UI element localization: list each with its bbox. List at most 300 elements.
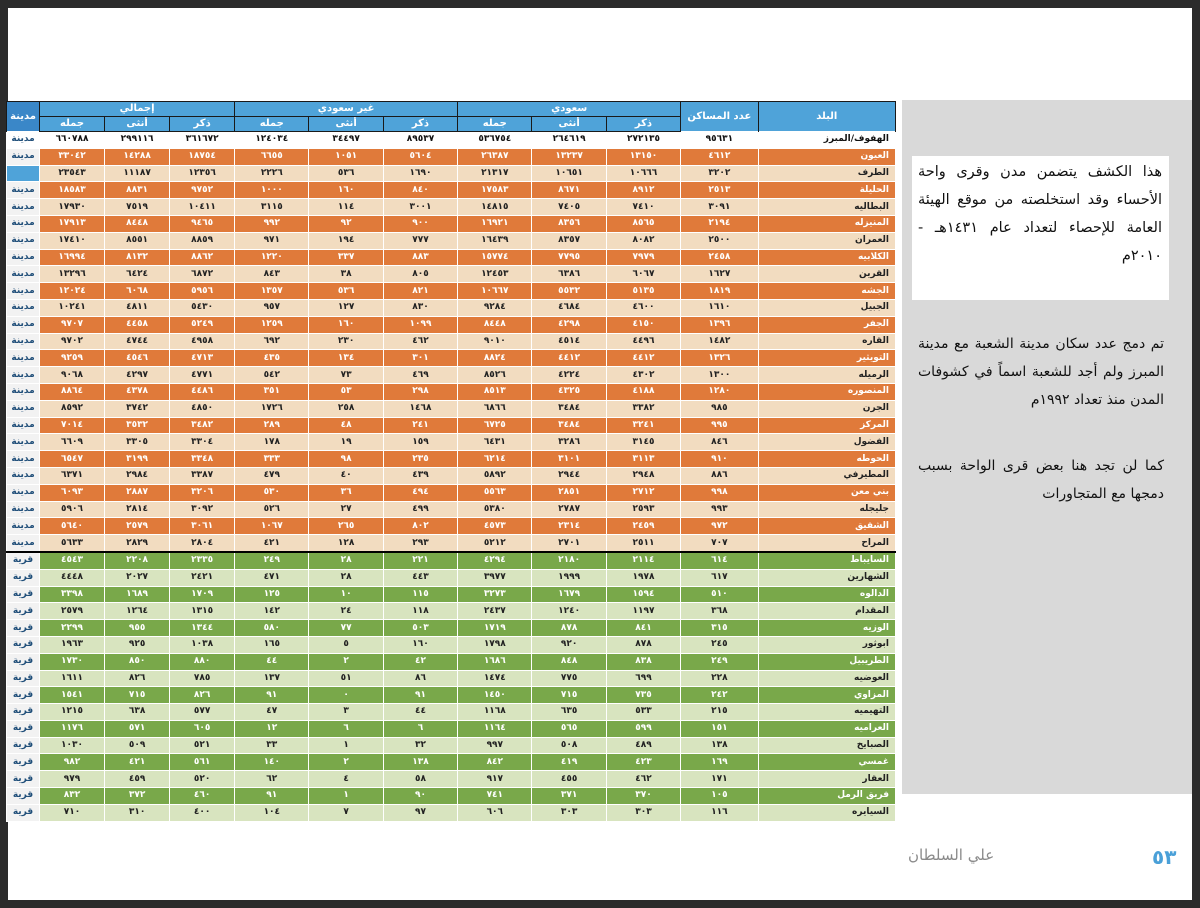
cell-nt: ٦٢ bbox=[235, 771, 309, 788]
cell-nt: ١٠٠٠ bbox=[235, 182, 309, 199]
cell-tt: ٧٠١٤ bbox=[40, 417, 105, 434]
cell-st: ٨٤٢ bbox=[458, 754, 532, 771]
cell-sf: ٣٧١ bbox=[532, 788, 606, 805]
cell-sf: ٨٣٥٦ bbox=[532, 215, 606, 232]
table-row bbox=[7, 720, 896, 737]
cell-nm: ٩٧ bbox=[383, 804, 457, 821]
cell-tf: ٨٥٥١ bbox=[105, 232, 170, 249]
table-row bbox=[7, 484, 896, 501]
cell-tm: ١٣٤٤ bbox=[170, 620, 235, 637]
cell-tf: ٢٢٠٨ bbox=[105, 552, 170, 569]
cell-sm: ٨٥٦٥ bbox=[606, 215, 680, 232]
cell-nm: ٤٦٩ bbox=[383, 367, 457, 384]
cell-tf: ٤٢٩٧ bbox=[105, 367, 170, 384]
cell-sm: ٤٦٢ bbox=[606, 771, 680, 788]
cell-nm: ١٣٨ bbox=[383, 754, 457, 771]
cell-nt: ١٢٤٠٣٤ bbox=[235, 132, 309, 149]
cell-st: ٤٥٧٣ bbox=[458, 518, 532, 535]
cell-tm: ٥٧٧ bbox=[170, 704, 235, 721]
cell-type: مدينة bbox=[7, 249, 40, 266]
cell-tt: ٥٩٠٦ bbox=[40, 501, 105, 518]
cell-sf: ٨٣٥٧ bbox=[532, 232, 606, 249]
cell-sf: ٤٢٩٨ bbox=[532, 316, 606, 333]
cell-sm: ٥١٣٥ bbox=[606, 283, 680, 300]
table-row bbox=[7, 704, 896, 721]
cell-tf: ٨٨٣١ bbox=[105, 182, 170, 199]
cell-tf: ٢٨١٤ bbox=[105, 501, 170, 518]
cell-tt: ١٧٩٣٠ bbox=[40, 199, 105, 216]
header-place: البلد bbox=[758, 102, 895, 132]
cell-type: مدينة bbox=[7, 232, 40, 249]
cell-dw: ١٧١ bbox=[681, 771, 758, 788]
cell-type: قرية bbox=[7, 754, 40, 771]
cell-nm: ٣٠٠١ bbox=[383, 199, 457, 216]
table-row bbox=[7, 417, 896, 434]
cell-type: مدينة bbox=[7, 383, 40, 400]
cell-dw: ١٣٠٠ bbox=[681, 367, 758, 384]
cell-nt: ٩٥٧ bbox=[235, 299, 309, 316]
cell-nt: ٤٢١ bbox=[235, 535, 309, 552]
cell-place-name: المقدام bbox=[758, 603, 895, 620]
cell-tf: ٣١٩٩ bbox=[105, 451, 170, 468]
cell-tf: ٨٢٦ bbox=[105, 670, 170, 687]
cell-type bbox=[7, 165, 40, 182]
cell-st: ٥٣٦٧٥٤ bbox=[458, 132, 532, 149]
cell-nt: ٤٣٥ bbox=[235, 350, 309, 367]
cell-nf: ٠ bbox=[309, 687, 383, 704]
cell-nm: ١١٥ bbox=[383, 586, 457, 603]
cell-sm: ٧٩٧٩ bbox=[606, 249, 680, 266]
cell-nf: ٢٦٥ bbox=[309, 518, 383, 535]
cell-place-name: القاره bbox=[758, 333, 895, 350]
cell-sf: ٥٥٣٢ bbox=[532, 283, 606, 300]
cell-type: مدينة bbox=[7, 518, 40, 535]
cell-nf: ٤ bbox=[309, 771, 383, 788]
cell-st: ١٤٨١٥ bbox=[458, 199, 532, 216]
table-body bbox=[7, 132, 896, 822]
table-row bbox=[7, 434, 896, 451]
note-missing: كما لن تجد هنا بعض قرى الواحة بسبب دمجها مع المتجاورات bbox=[918, 458, 1164, 502]
cell-tf: ٢٥٧٩ bbox=[105, 518, 170, 535]
cell-nm: ٣٠١ bbox=[383, 350, 457, 367]
cell-type: قرية bbox=[7, 636, 40, 653]
cell-sm: ٧٤١٠ bbox=[606, 199, 680, 216]
cell-tm: ٤٦٠ bbox=[170, 788, 235, 805]
cell-place-name: الوزيه bbox=[758, 620, 895, 637]
cell-nt: ٤٧ bbox=[235, 704, 309, 721]
cell-type: مدينة bbox=[7, 451, 40, 468]
cell-tm: ٣٦١٦٧٢ bbox=[170, 132, 235, 149]
cell-tt: ٨٥٩٢ bbox=[40, 400, 105, 417]
cell-sm: ١٥٩٤ bbox=[606, 586, 680, 603]
cell-type: قرية bbox=[7, 771, 40, 788]
cell-dw: ٦١٤ bbox=[681, 552, 758, 569]
header-total-male: ذكر bbox=[170, 117, 235, 132]
cell-sf: ٣٤٨٤ bbox=[532, 400, 606, 417]
cell-tf: ٤٢١ bbox=[105, 754, 170, 771]
cell-dw: ٢٤٩ bbox=[681, 653, 758, 670]
table-row bbox=[7, 771, 896, 788]
cell-tt: ١٠٣٠ bbox=[40, 737, 105, 754]
cell-dw: ١٦٢٧ bbox=[681, 266, 758, 283]
cell-place-name: التويثير bbox=[758, 350, 895, 367]
cell-dw: ١٠٥ bbox=[681, 788, 758, 805]
cell-tf: ٣٥٣٢ bbox=[105, 417, 170, 434]
cell-place-name: العيون bbox=[758, 148, 895, 165]
cell-nm: ٩٠ bbox=[383, 788, 457, 805]
cell-tm: ٥٦١ bbox=[170, 754, 235, 771]
cell-sm: ٢٥٩٣ bbox=[606, 501, 680, 518]
cell-type: قرية bbox=[7, 804, 40, 821]
cell-st: ٦٢١٤ bbox=[458, 451, 532, 468]
cell-nf: ٢٧ bbox=[309, 501, 383, 518]
table-row bbox=[7, 518, 896, 535]
cell-type: قرية bbox=[7, 670, 40, 687]
cell-nf: ١٩٤ bbox=[309, 232, 383, 249]
table-row bbox=[7, 603, 896, 620]
cell-nf: ١٢٨ bbox=[309, 535, 383, 552]
table-row bbox=[7, 232, 896, 249]
cell-tt: ٣٣٠٤٢ bbox=[40, 148, 105, 165]
cell-nt: ١٢٢٠ bbox=[235, 249, 309, 266]
table-row bbox=[7, 569, 896, 586]
cell-nt: ٣١١٥ bbox=[235, 199, 309, 216]
cell-nt: ٢٢٢٦ bbox=[235, 165, 309, 182]
cell-nf: ٤٨ bbox=[309, 417, 383, 434]
cell-tt: ١١٧٦ bbox=[40, 720, 105, 737]
table-row bbox=[7, 148, 896, 165]
cell-tf: ٣٧٤٢ bbox=[105, 400, 170, 417]
cell-nt: ٥٣٠ bbox=[235, 484, 309, 501]
cell-tt: ٣٣٩٨ bbox=[40, 586, 105, 603]
cell-st: ٢١٣١٧ bbox=[458, 165, 532, 182]
cell-nm: ٦ bbox=[383, 720, 457, 737]
cell-nt: ٩١ bbox=[235, 687, 309, 704]
cell-tt: ٩٧٠٧ bbox=[40, 316, 105, 333]
cell-sf: ٤٤١٢ bbox=[532, 350, 606, 367]
cell-tf: ٤٤٥٨ bbox=[105, 316, 170, 333]
cell-dw: ٩٩٥ bbox=[681, 417, 758, 434]
table-row bbox=[7, 333, 896, 350]
cell-type: مدينة bbox=[7, 132, 40, 149]
note-source: هذا الكشف يتضمن مدن وقرى واحة الأحساء وقد استخلصته من موقع الهيئة العامة للإحصاء لتعداد عام ١٤٣١هـ - ٢٠١٠م bbox=[918, 164, 1162, 264]
cell-tm: ٥٢١ bbox=[170, 737, 235, 754]
cell-place-name: السيايره bbox=[758, 804, 895, 821]
table-row bbox=[7, 636, 896, 653]
cell-sm: ٦٩٩ bbox=[606, 670, 680, 687]
cell-dw: ٩٥٦٣١ bbox=[681, 132, 758, 149]
cell-place-name: الصبايخ bbox=[758, 737, 895, 754]
cell-nf: ١١٤ bbox=[309, 199, 383, 216]
cell-nm: ٨٨٣ bbox=[383, 249, 457, 266]
cell-nf: ١٩ bbox=[309, 434, 383, 451]
cell-nf: ٢٥٨ bbox=[309, 400, 383, 417]
cell-place-name: المطيرفي bbox=[758, 467, 895, 484]
cell-sm: ٤٤٩٦ bbox=[606, 333, 680, 350]
cell-dw: ٩٨٥ bbox=[681, 400, 758, 417]
cell-tm: ١٠٤١١ bbox=[170, 199, 235, 216]
cell-nt: ٣٥١ bbox=[235, 383, 309, 400]
cell-sf: ٥٦٥ bbox=[532, 720, 606, 737]
cell-sm: ٣٧٠ bbox=[606, 788, 680, 805]
cell-tt: ٧١٠ bbox=[40, 804, 105, 821]
cell-nm: ٨٤٠ bbox=[383, 182, 457, 199]
cell-tf: ٧٥١٩ bbox=[105, 199, 170, 216]
cell-type: قرية bbox=[7, 569, 40, 586]
cell-st: ٥٨٩٢ bbox=[458, 467, 532, 484]
cell-nt: ١٢٥٩ bbox=[235, 316, 309, 333]
cell-nm: ٩٠٠ bbox=[383, 215, 457, 232]
cell-nt: ١٢ bbox=[235, 720, 309, 737]
cell-tt: ٢٢٩٩ bbox=[40, 620, 105, 637]
cell-dw: ٣٦٨ bbox=[681, 603, 758, 620]
cell-type: مدينة bbox=[7, 182, 40, 199]
cell-place-name: جليجله bbox=[758, 501, 895, 518]
cell-tf: ٢٨٨٧ bbox=[105, 484, 170, 501]
cell-nm: ٥٠٣ bbox=[383, 620, 457, 637]
cell-dw: ٦١٧ bbox=[681, 569, 758, 586]
cell-tm: ٥٩٥٦ bbox=[170, 283, 235, 300]
cell-nm: ٤٣٩ bbox=[383, 467, 457, 484]
cell-tt: ١٢١٥ bbox=[40, 704, 105, 721]
cell-place-name: البطاليه bbox=[758, 199, 895, 216]
cell-dw: ١٣٢٦ bbox=[681, 350, 758, 367]
cell-type: قرية bbox=[7, 653, 40, 670]
cell-st: ١٦٨٦ bbox=[458, 653, 532, 670]
cell-sf: ٦٣٥ bbox=[532, 704, 606, 721]
cell-tt: ٥٦٤٠ bbox=[40, 518, 105, 535]
cell-nf: ٦ bbox=[309, 720, 383, 737]
cell-place-name: المركز bbox=[758, 417, 895, 434]
cell-nm: ٧٧٧ bbox=[383, 232, 457, 249]
cell-st: ٩٠١٠ bbox=[458, 333, 532, 350]
cell-nf: ٥١ bbox=[309, 670, 383, 687]
cell-tf: ١١١٨٧ bbox=[105, 165, 170, 182]
table-row bbox=[7, 299, 896, 316]
header-saudi-male: ذكر bbox=[606, 117, 680, 132]
cell-tt: ٦٦٠٩ bbox=[40, 434, 105, 451]
cell-tt: ٤٥٤٣ bbox=[40, 552, 105, 569]
cell-sf: ٣١٠١ bbox=[532, 451, 606, 468]
cell-nf: ١٢٧ bbox=[309, 299, 383, 316]
cell-sm: ٤٢٣ bbox=[606, 754, 680, 771]
cell-tm: ٩٧٥٢ bbox=[170, 182, 235, 199]
cell-nf: ٩٢ bbox=[309, 215, 383, 232]
cell-sm: ٢١١٤ bbox=[606, 552, 680, 569]
cell-nm: ٤٩٤ bbox=[383, 484, 457, 501]
cell-sf: ٤٥٥ bbox=[532, 771, 606, 788]
table-row bbox=[7, 383, 896, 400]
cell-tt: ٦٥٤٧ bbox=[40, 451, 105, 468]
cell-nm: ٤٤ bbox=[383, 704, 457, 721]
cell-sf: ٧٧٩٥ bbox=[532, 249, 606, 266]
cell-tm: ٣٣٨٧ bbox=[170, 467, 235, 484]
cell-sm: ٤٤١٢ bbox=[606, 350, 680, 367]
cell-nm: ١١٨ bbox=[383, 603, 457, 620]
cell-nm: ٢٣٥ bbox=[383, 451, 457, 468]
cell-tt: ٦٣٧١ bbox=[40, 467, 105, 484]
cell-place-name: المنيزله bbox=[758, 215, 895, 232]
cell-nm: ٤٩٩ bbox=[383, 501, 457, 518]
cell-dw: ٢١٥ bbox=[681, 704, 758, 721]
cell-st: ٦٧٢٥ bbox=[458, 417, 532, 434]
cell-nm: ٨٠٥ bbox=[383, 266, 457, 283]
cell-tf: ٢٩٩١١٦ bbox=[105, 132, 170, 149]
cell-place-name: العراميه bbox=[758, 720, 895, 737]
cell-sf: ٩٢٠ bbox=[532, 636, 606, 653]
cell-tf: ٧١٥ bbox=[105, 687, 170, 704]
cell-sm: ٣١٤٥ bbox=[606, 434, 680, 451]
cell-tm: ٤٨٥٠ bbox=[170, 400, 235, 417]
cell-tm: ٦٨٧٢ bbox=[170, 266, 235, 283]
cell-place-name: المراح bbox=[758, 535, 895, 552]
cell-nt: ٤٤ bbox=[235, 653, 309, 670]
cell-tt: ٦٠٩٣ bbox=[40, 484, 105, 501]
cell-st: ٦٤٣١ bbox=[458, 434, 532, 451]
cell-nm: ٨٠٢ bbox=[383, 518, 457, 535]
cell-type: مدينة bbox=[7, 350, 40, 367]
cell-st: ١٠٦٦٧ bbox=[458, 283, 532, 300]
cell-sm: ٤٣٠٢ bbox=[606, 367, 680, 384]
header-total-female: أنثى bbox=[105, 117, 170, 132]
cell-tt: ٩٨٢ bbox=[40, 754, 105, 771]
header-nonsaudi-sum: جمله bbox=[235, 117, 309, 132]
cell-st: ٦٠٦ bbox=[458, 804, 532, 821]
cell-type: قرية bbox=[7, 788, 40, 805]
table-row bbox=[7, 132, 896, 149]
cell-sm: ٨٧٨ bbox=[606, 636, 680, 653]
cell-dw: ٣١٥ bbox=[681, 620, 758, 637]
cell-nf: ٩٨ bbox=[309, 451, 383, 468]
cell-tm: ٢٣٣٥ bbox=[170, 552, 235, 569]
cell-st: ٨٨٢٤ bbox=[458, 350, 532, 367]
cell-nf: ٢ bbox=[309, 653, 383, 670]
cell-nt: ٦٦٥٥ bbox=[235, 148, 309, 165]
cell-nf: ٣٤٤٩٧ bbox=[309, 132, 383, 149]
cell-place-name: المنصوره bbox=[758, 383, 895, 400]
cell-st: ٥٢١٢ bbox=[458, 535, 532, 552]
table-row bbox=[7, 451, 896, 468]
cell-tm: ٤٩٥٨ bbox=[170, 333, 235, 350]
cell-nt: ٢٤٩ bbox=[235, 552, 309, 569]
cell-type: قرية bbox=[7, 687, 40, 704]
cell-nf: ١٠ bbox=[309, 586, 383, 603]
cell-nf: ٧ bbox=[309, 804, 383, 821]
cell-sf: ٣٠٣ bbox=[532, 804, 606, 821]
cell-nt: ١٤٢ bbox=[235, 603, 309, 620]
cell-dw: ١١٦ bbox=[681, 804, 758, 821]
cell-type: مدينة bbox=[7, 215, 40, 232]
table-row bbox=[7, 737, 896, 754]
cell-sm: ٢٩٤٨ bbox=[606, 467, 680, 484]
cell-nm: ٢٢١ bbox=[383, 552, 457, 569]
cell-nt: ١٠٤ bbox=[235, 804, 309, 821]
cell-sf: ٦٣٨٦ bbox=[532, 266, 606, 283]
cell-st: ٩٩٧ bbox=[458, 737, 532, 754]
cell-tt: ٥٦٣٣ bbox=[40, 535, 105, 552]
table-row bbox=[7, 165, 896, 182]
cell-nm: ٣٢ bbox=[383, 737, 457, 754]
cell-tt: ٩٢٥٩ bbox=[40, 350, 105, 367]
cell-tm: ٧٨٥ bbox=[170, 670, 235, 687]
cell-st: ٨٥٢٦ bbox=[458, 367, 532, 384]
cell-place-name: الشقيق bbox=[758, 518, 895, 535]
cell-dw: ١٤٨٢ bbox=[681, 333, 758, 350]
cell-nf: ١٦٠ bbox=[309, 316, 383, 333]
cell-st: ٢٦٣٨٧ bbox=[458, 148, 532, 165]
cell-sf: ٢٧٠١ bbox=[532, 535, 606, 552]
table-row bbox=[7, 266, 896, 283]
cell-sf: ٢٣١٤ bbox=[532, 518, 606, 535]
cell-st: ٢٤٣٧ bbox=[458, 603, 532, 620]
cell-nt: ٥٤٢ bbox=[235, 367, 309, 384]
cell-dw: ١٣٨ bbox=[681, 737, 758, 754]
cell-sf: ٣٤٨٤ bbox=[532, 417, 606, 434]
cell-nt: ٣٣٣ bbox=[235, 451, 309, 468]
table-row bbox=[7, 552, 896, 569]
cell-place-name: الجشه bbox=[758, 283, 895, 300]
cell-tf: ٤٥٤٦ bbox=[105, 350, 170, 367]
cell-place-name: الشهارين bbox=[758, 569, 895, 586]
cell-place-name: العمران bbox=[758, 232, 895, 249]
cell-st: ١٦٩٢١ bbox=[458, 215, 532, 232]
cell-tm: ٥٤٣٠ bbox=[170, 299, 235, 316]
cell-nt: ١٣٥٧ bbox=[235, 283, 309, 300]
cell-place-name: بني معن bbox=[758, 484, 895, 501]
cell-tm: ٢٤٢١ bbox=[170, 569, 235, 586]
cell-st: ١٧١٩ bbox=[458, 620, 532, 637]
cell-tm: ٥٢٠ bbox=[170, 771, 235, 788]
cell-dw: ١٦١٠ bbox=[681, 299, 758, 316]
cell-nm: ٥٨ bbox=[383, 771, 457, 788]
cell-dw: ١٦٩ bbox=[681, 754, 758, 771]
cell-place-name: الكلابيه bbox=[758, 249, 895, 266]
cell-type: مدينة bbox=[7, 367, 40, 384]
cell-sm: ٣٣٨٢ bbox=[606, 400, 680, 417]
cell-tf: ٣٧٢ bbox=[105, 788, 170, 805]
cell-tm: ٤٤٨٦ bbox=[170, 383, 235, 400]
header-saudi-female: أنثى bbox=[532, 117, 606, 132]
cell-sm: ٤١٨٨ bbox=[606, 383, 680, 400]
cell-tf: ٦٠٦٨ bbox=[105, 283, 170, 300]
cell-tt: ٢٣٥٤٣ bbox=[40, 165, 105, 182]
cell-nt: ١٢٥ bbox=[235, 586, 309, 603]
table-row bbox=[7, 215, 896, 232]
cell-sm: ٣١١٣ bbox=[606, 451, 680, 468]
cell-tf: ٩٥٥ bbox=[105, 620, 170, 637]
cell-tt: ١٩٦٣ bbox=[40, 636, 105, 653]
cell-dw: ١٢٨٠ bbox=[681, 383, 758, 400]
table-row bbox=[7, 653, 896, 670]
cell-tt: ١٧٩١٣ bbox=[40, 215, 105, 232]
cell-tf: ٢٨٢٩ bbox=[105, 535, 170, 552]
cell-sf: ٧٧٥ bbox=[532, 670, 606, 687]
cell-sf: ٢٨٥١ bbox=[532, 484, 606, 501]
cell-nm: ٨٢١ bbox=[383, 283, 457, 300]
cell-st: ٥٥٦٣ bbox=[458, 484, 532, 501]
cell-sm: ١٩٧٨ bbox=[606, 569, 680, 586]
cell-sm: ٢٥١١ bbox=[606, 535, 680, 552]
cell-dw: ٧٠٧ bbox=[681, 535, 758, 552]
cell-nm: ٩١ bbox=[383, 687, 457, 704]
cell-dw: ١٥١ bbox=[681, 720, 758, 737]
cell-nm: ٢٩٣ bbox=[383, 535, 457, 552]
cell-nf: ١٦٠ bbox=[309, 182, 383, 199]
cell-nm: ٤٦٢ bbox=[383, 333, 457, 350]
table-row bbox=[7, 804, 896, 821]
cell-dw: ٥١٠ bbox=[681, 586, 758, 603]
cell-nm: ١٦٠ bbox=[383, 636, 457, 653]
